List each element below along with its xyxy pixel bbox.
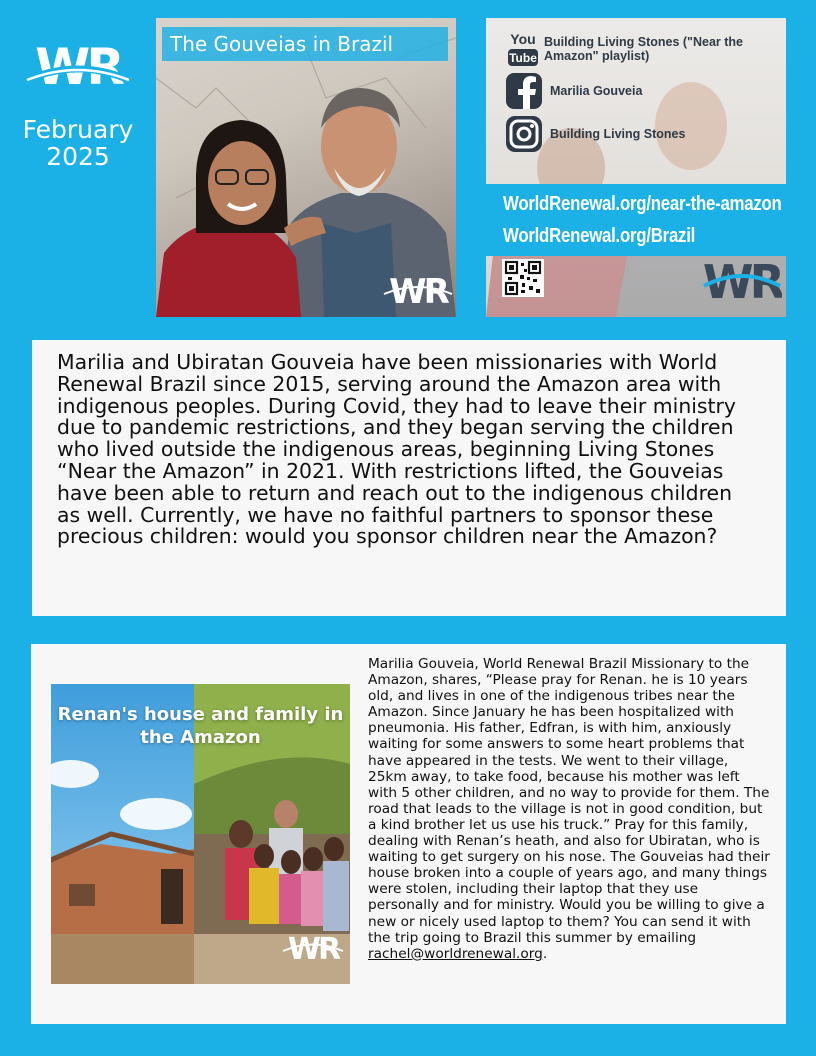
gouveias-photo [156,18,456,317]
qr-code-icon[interactable] [502,259,544,297]
story-text [368,656,770,962]
logo-text: WR [35,38,121,96]
svg-text:You: You [510,31,536,47]
facebook-label: Marilia Gouveia [550,84,643,98]
photo-watermark: WR [389,272,447,312]
date-year: 2025 [46,142,110,171]
instagram-icon [506,116,542,152]
card-logo-text: WR [702,255,782,309]
url-near-the-amazon[interactable]: WorldRenewal.org/near-the-amazon [503,192,782,215]
facebook-row[interactable] [506,73,642,109]
story-end: . [542,945,548,962]
header [18,36,138,170]
renan-family-photo [51,684,350,984]
url-band [486,184,786,256]
story-card [31,644,786,1024]
intro-card [32,340,786,616]
youtube-icon [506,30,540,68]
svg-text:Tube: Tube [509,51,537,65]
date-month: February [22,115,134,144]
url-brazil[interactable]: WorldRenewal.org/Brazil [503,224,696,247]
photo2-watermark: WR [287,932,339,967]
facebook-icon [506,73,542,109]
issue-date [18,116,138,170]
youtube-label: Building Living Stones ("Near the Amazon" playlist) [544,35,743,63]
gouveias-photo-illustration [156,18,456,317]
email-link[interactable]: rachel@worldrenewal.org [368,945,543,962]
world-renewal-logo [21,36,135,100]
photo-title: The Gouveias in Brazil [162,27,448,61]
intro-paragraph: Marilia and Ubiratan Gouveia have been missionaries with World Renewal Brazil since 2015, serving around the Amazon area with indigenous peoples. During Covid, they had to leave their ministry due to pandemic restrictions, and they began serving the children who lived outside the indigenous areas, beginning Living Stones “Near the Amazon” in 2021. With restrictions lifted, the Gouveias have been able to return and reach out to the indigenous children as well. Currently, we have no faithful partners to sponsor these precious children: would you sponsor children near the Amazon? [57,350,736,549]
renan-photo-title: Renan's house and family in the Amazon [57,704,344,748]
story-body: Marilia Gouveia, World Renewal Brazil Missionary to the Amazon, shares, “Please pray for Renan. he is 10 years old, and lives in one of the indigenous tribes near the Amazon. Since January he has been hospitalized with pneumonia. His father, Edfran, is with him, anxiously waiting for some answers to some heart problems that have appeared in the tests. We went to their village, 25km away, to take food, because his mother was left with 5 other children, and no way to provide for them. The road that leads to the village is not in good condition, but a kind brother let us use his truck.” Pray for this family, dealing with Renan’s heath, and also for Ubiratan, who is waiting to get surgery on his nose. The Gouveias had their house broken into a couple of years ago, and many things were stolen, including their laptop that they use personally and for ministry. Would you be willing to give a new or nicely used laptop to them? You can send it with the trip going to Brazil this summer by emailing [368,656,770,946]
instagram-row[interactable] [506,116,685,152]
instagram-label: Building Living Stones [550,127,686,141]
youtube-row[interactable] [506,30,776,68]
wr-logo-card [702,250,782,310]
social-links-card [486,18,786,317]
